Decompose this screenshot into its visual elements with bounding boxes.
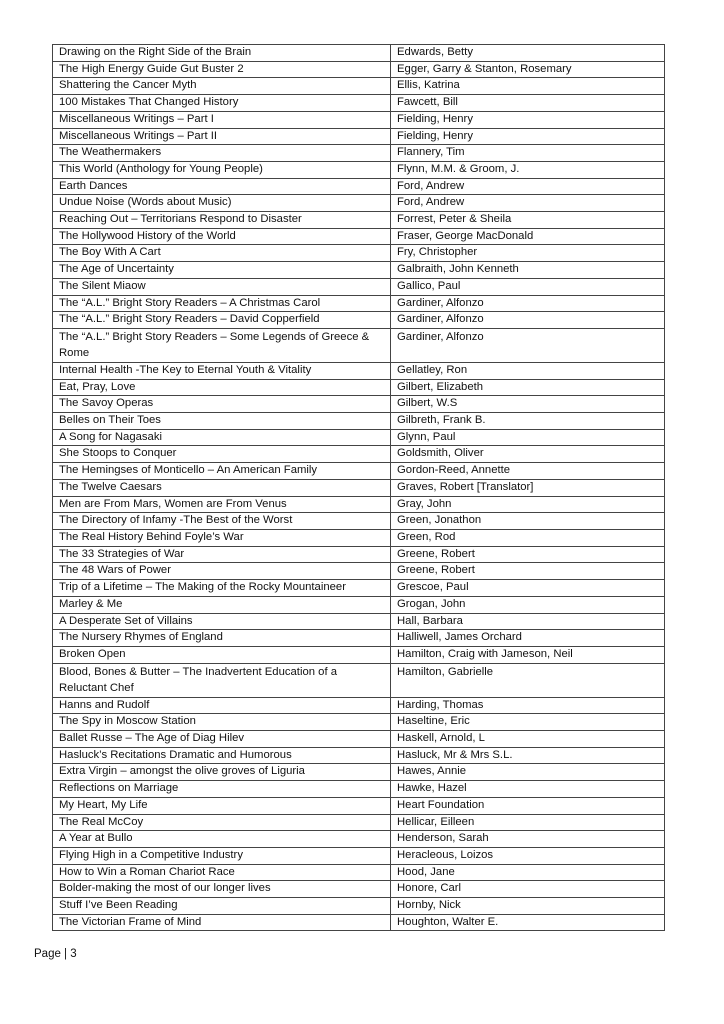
table-row [53,797,665,814]
book-title-cell: The Victorian Frame of Mind [53,914,391,931]
book-author-cell: Fielding, Henry [391,128,665,145]
table-row [53,847,665,864]
book-author-cell: Hawes, Annie [391,764,665,781]
table-row [53,295,665,312]
table-row [53,45,665,62]
book-author-cell: Hawke, Hazel [391,781,665,798]
table-row [53,529,665,546]
book-author-cell: Gilbreth, Frank B. [391,413,665,430]
table-row [53,446,665,463]
table-row [53,747,665,764]
table-row [53,212,665,229]
table-row [53,362,665,379]
book-list-body [53,45,665,931]
book-title-cell: The High Energy Guide Gut Buster 2 [53,61,391,78]
book-title-cell: The Real History Behind Foyle’s War [53,529,391,546]
book-title-cell: My Heart, My Life [53,797,391,814]
book-author-cell: Gray, John [391,496,665,513]
book-author-cell: Fawcett, Bill [391,95,665,112]
book-title-cell: Extra Virgin – amongst the olive groves of Liguria [53,764,391,781]
book-author-cell: Hamilton, Craig with Jameson, Neil [391,646,665,663]
book-title-cell: The “A.L.” Bright Story Readers – Some Legends of Greece & Rome [53,328,391,362]
book-author-cell: Ford, Andrew [391,178,665,195]
book-author-cell: Flannery, Tim [391,145,665,162]
book-title-cell: The “A.L.” Bright Story Readers – David Copperfield [53,312,391,329]
table-row [53,178,665,195]
book-title-cell: The 33 Strategies of War [53,546,391,563]
book-title-cell: Reaching Out – Territorians Respond to Disaster [53,212,391,229]
table-row [53,831,665,848]
table-row [53,714,665,731]
book-title-cell: Reflections on Marriage [53,781,391,798]
table-row [53,78,665,95]
book-title-cell: The Spy in Moscow Station [53,714,391,731]
table-row [53,513,665,530]
book-author-cell: Green, Rod [391,529,665,546]
table-row [53,663,665,697]
book-list-table [52,44,665,931]
book-author-cell: Glynn, Paul [391,429,665,446]
table-row [53,731,665,748]
table-row [53,479,665,496]
table-row [53,546,665,563]
page-number: Page | 3 [34,948,77,960]
book-title-cell: Eat, Pray, Love [53,379,391,396]
book-title-cell: Belles on Their Toes [53,413,391,430]
table-row [53,61,665,78]
book-title-cell: The Weathermakers [53,145,391,162]
book-author-cell: Hamilton, Gabrielle [391,663,665,697]
book-title-cell: Flying High in a Competitive Industry [53,847,391,864]
table-row [53,463,665,480]
table-row [53,95,665,112]
table-row [53,161,665,178]
book-author-cell: Fielding, Henry [391,111,665,128]
book-title-cell: Hasluck’s Recitations Dramatic and Humorous [53,747,391,764]
table-row [53,814,665,831]
book-title-cell: Internal Health -The Key to Eternal Youth & Vitality [53,362,391,379]
book-author-cell: Harding, Thomas [391,697,665,714]
book-title-cell: 100 Mistakes That Changed History [53,95,391,112]
book-title-cell: The Twelve Caesars [53,479,391,496]
book-author-cell: Gallico, Paul [391,278,665,295]
book-author-cell: Grescoe, Paul [391,580,665,597]
book-author-cell: Gardiner, Alfonzo [391,295,665,312]
book-author-cell: Hellicar, Eilleen [391,814,665,831]
book-title-cell: Blood, Bones & Butter – The Inadvertent Education of a Reluctant Chef [53,663,391,697]
table-row [53,195,665,212]
book-title-cell: A Desperate Set of Villains [53,613,391,630]
book-author-cell: Gordon-Reed, Annette [391,463,665,480]
table-row [53,646,665,663]
book-title-cell: Miscellaneous Writings – Part I [53,111,391,128]
table-row [53,228,665,245]
table-row [53,781,665,798]
book-title-cell: Hanns and Rudolf [53,697,391,714]
book-title-cell: The Silent Miaow [53,278,391,295]
table-row [53,613,665,630]
table-row [53,262,665,279]
book-author-cell: Flynn, M.M. & Groom, J. [391,161,665,178]
book-author-cell: Hood, Jane [391,864,665,881]
book-author-cell: Ellis, Katrina [391,78,665,95]
table-row [53,145,665,162]
book-title-cell: Ballet Russe – The Age of Diag Hilev [53,731,391,748]
book-author-cell: Haseltine, Eric [391,714,665,731]
book-title-cell: The Hemingses of Monticello – An American Family [53,463,391,480]
book-author-cell: Gardiner, Alfonzo [391,312,665,329]
book-author-cell: Haskell, Arnold, L [391,731,665,748]
book-title-cell: The Nursery Rhymes of England [53,630,391,647]
book-title-cell: The Savoy Operas [53,396,391,413]
table-row [53,128,665,145]
table-row [53,898,665,915]
table-row [53,379,665,396]
book-title-cell: A Song for Nagasaki [53,429,391,446]
book-author-cell: Fraser, George MacDonald [391,228,665,245]
table-row [53,864,665,881]
book-title-cell: The 48 Wars of Power [53,563,391,580]
book-author-cell: Goldsmith, Oliver [391,446,665,463]
table-row [53,764,665,781]
table-row [53,580,665,597]
book-author-cell: Fry, Christopher [391,245,665,262]
book-author-cell: Ford, Andrew [391,195,665,212]
book-title-cell: Undue Noise (Words about Music) [53,195,391,212]
book-title-cell: Bolder-making the most of our longer lives [53,881,391,898]
table-row [53,881,665,898]
book-author-cell: Hornby, Nick [391,898,665,915]
book-author-cell: Heart Foundation [391,797,665,814]
book-title-cell: The Hollywood History of the World [53,228,391,245]
book-author-cell: Galbraith, John Kenneth [391,262,665,279]
book-title-cell: Drawing on the Right Side of the Brain [53,45,391,62]
book-author-cell: Graves, Robert [Translator] [391,479,665,496]
book-title-cell: Earth Dances [53,178,391,195]
book-author-cell: Honore, Carl [391,881,665,898]
book-title-cell: The Directory of Infamy -The Best of the Worst [53,513,391,530]
book-author-cell: Gilbert, Elizabeth [391,379,665,396]
book-author-cell: Edwards, Betty [391,45,665,62]
table-row [53,697,665,714]
book-title-cell: She Stoops to Conquer [53,446,391,463]
table-row [53,396,665,413]
book-author-cell: Halliwell, James Orchard [391,630,665,647]
book-author-cell: Gardiner, Alfonzo [391,328,665,362]
book-title-cell: Broken Open [53,646,391,663]
table-row [53,111,665,128]
table-row [53,429,665,446]
book-title-cell: Miscellaneous Writings – Part II [53,128,391,145]
book-author-cell: Houghton, Walter E. [391,914,665,931]
book-title-cell: Trip of a Lifetime – The Making of the Rocky Mountaineer [53,580,391,597]
book-title-cell: Stuff I’ve Been Reading [53,898,391,915]
book-author-cell: Henderson, Sarah [391,831,665,848]
book-author-cell: Hall, Barbara [391,613,665,630]
book-author-cell: Forrest, Peter & Sheila [391,212,665,229]
book-author-cell: Grogan, John [391,596,665,613]
book-title-cell: Marley & Me [53,596,391,613]
book-title-cell: A Year at Bullo [53,831,391,848]
book-title-cell: The Age of Uncertainty [53,262,391,279]
book-author-cell: Greene, Robert [391,563,665,580]
table-row [53,496,665,513]
table-row [53,278,665,295]
book-author-cell: Green, Jonathon [391,513,665,530]
book-author-cell: Greene, Robert [391,546,665,563]
table-row [53,245,665,262]
book-title-cell: The Real McCoy [53,814,391,831]
book-title-cell: Men are From Mars, Women are From Venus [53,496,391,513]
book-title-cell: This World (Anthology for Young People) [53,161,391,178]
table-row [53,596,665,613]
book-title-cell: Shattering the Cancer Myth [53,78,391,95]
book-author-cell: Gellatley, Ron [391,362,665,379]
table-row [53,328,665,362]
table-row [53,312,665,329]
book-title-cell: How to Win a Roman Chariot Race [53,864,391,881]
book-author-cell: Hasluck, Mr & Mrs S.L. [391,747,665,764]
table-row [53,630,665,647]
table-row [53,563,665,580]
book-title-cell: The “A.L.” Bright Story Readers – A Christmas Carol [53,295,391,312]
book-author-cell: Heracleous, Loizos [391,847,665,864]
table-row [53,413,665,430]
book-title-cell: The Boy With A Cart [53,245,391,262]
table-row [53,914,665,931]
book-author-cell: Gilbert, W.S [391,396,665,413]
book-author-cell: Egger, Garry & Stanton, Rosemary [391,61,665,78]
